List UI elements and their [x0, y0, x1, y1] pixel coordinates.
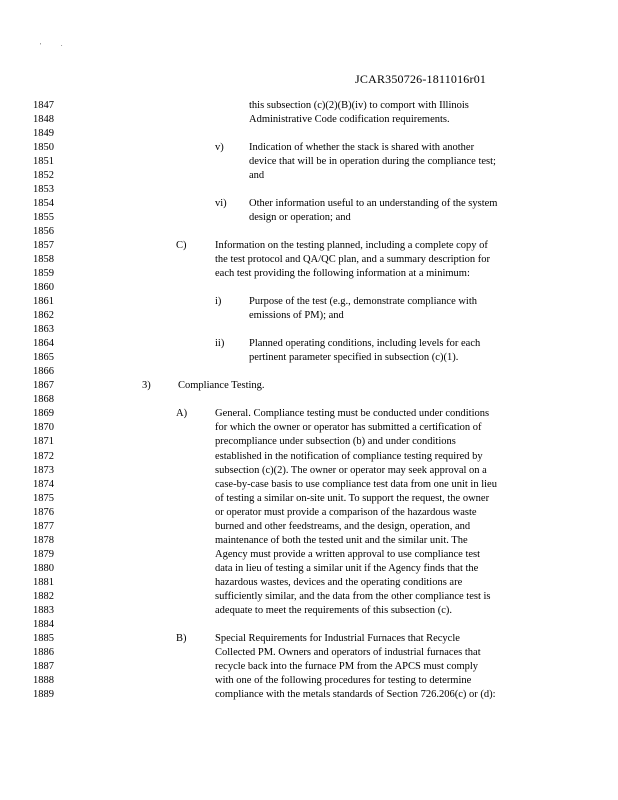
line-number: 1875 — [33, 492, 54, 504]
document-id: JCAR350726-1811016r01 — [355, 72, 487, 86]
line-number: 1873 — [33, 464, 54, 476]
item-label: 3) — [142, 380, 151, 392]
line-number: 1851 — [33, 156, 54, 168]
line-number: 1863 — [33, 324, 54, 336]
line-number: 1887 — [33, 660, 54, 672]
line-number: 1869 — [33, 408, 54, 420]
line-number: 1862 — [33, 310, 54, 322]
text-line: Information on the testing planned, including a complete copy of — [215, 240, 488, 252]
line-number: 1878 — [33, 534, 54, 546]
line-number: 1880 — [33, 562, 54, 574]
text-line: subsection (c)(2). The owner or operator may seek approval on a — [215, 464, 487, 476]
line-number: 1868 — [33, 394, 54, 406]
line-number: 1861 — [33, 296, 54, 308]
text-line: design or operation; and — [249, 212, 351, 224]
line-number: 1849 — [33, 128, 54, 140]
text-line: Administrative Code codification requirements. — [249, 114, 450, 126]
text-line: the test protocol and QA/QC plan, and a summary description for — [215, 254, 490, 266]
item-label: i) — [215, 296, 222, 308]
line-number: 1860 — [33, 282, 54, 294]
line-number: 1857 — [33, 240, 54, 252]
line-number: 1884 — [33, 618, 54, 630]
text-line: pertinent parameter specified in subsection (c)(1). — [249, 352, 459, 364]
line-number: 1866 — [33, 366, 54, 378]
line-number: 1858 — [33, 254, 54, 266]
line-number: 1889 — [33, 688, 54, 700]
text-line: each test providing the following information at a minimum: — [215, 268, 470, 280]
text-line: case-by-case basis to use compliance test data from one unit in lieu — [215, 478, 497, 490]
line-number: 1882 — [33, 590, 54, 602]
line-number: 1852 — [33, 170, 54, 182]
text-line: established in the notification of compliance testing required by — [215, 450, 483, 462]
line-number: 1872 — [33, 450, 54, 462]
text-line: compliance with the metals standards of Section 726.206(c) or (d): — [215, 688, 496, 700]
item-label: v) — [215, 142, 224, 154]
text-line: Purpose of the test (e.g., demonstrate compliance with — [249, 296, 478, 308]
text-line: Collected PM. Owners and operators of industrial furnaces that — [215, 646, 481, 658]
line-number: 1874 — [33, 478, 54, 490]
scan-specks: ' · — [40, 42, 63, 50]
text-line: hazardous wastes, devices and the operating conditions are — [215, 576, 463, 588]
line-number: 1859 — [33, 268, 54, 280]
text-line: data in lieu of testing a similar unit if the Agency finds that the — [215, 562, 479, 574]
text-line: of testing a similar on-site unit. To support the request, the owner — [215, 492, 490, 504]
line-number: 1856 — [33, 226, 54, 238]
line-number: 1879 — [33, 548, 54, 560]
text-line: or operator must provide a comparison of the hazardous waste — [215, 506, 477, 518]
line-number: 1883 — [33, 604, 54, 616]
item-label: ii) — [215, 338, 225, 350]
line-number: 1881 — [33, 576, 54, 588]
item-label: A) — [176, 408, 188, 420]
text-line: burned and other feedstreams, and the design, operation, and — [215, 520, 471, 532]
text-line: recycle back into the furnace PM from the APCS must comply — [215, 660, 479, 672]
line-number: 1847 — [33, 100, 54, 111]
line-number: 1886 — [33, 646, 54, 658]
line-number: 1853 — [33, 184, 54, 196]
line-number: 1885 — [33, 632, 54, 644]
line-number: 1850 — [33, 142, 54, 154]
text-line: device that will be in operation during the compliance test; — [249, 156, 496, 168]
line-number: 1871 — [33, 436, 54, 448]
text-line: sufficiently similar, and the data from the other compliance test is — [215, 590, 491, 602]
line-number: 1854 — [33, 198, 54, 210]
line-number: 1855 — [33, 212, 54, 224]
text-line: maintenance of both the tested unit and the similar unit. The — [215, 534, 468, 546]
line-number: 1876 — [33, 506, 54, 518]
item-label: C) — [176, 240, 187, 252]
line-number: 1848 — [33, 114, 54, 126]
text-line: adequate to meet the requirements of this subsection (c). — [215, 604, 453, 616]
text-line: Planned operating conditions, including levels for each — [249, 338, 481, 350]
line-number: 1867 — [33, 380, 54, 392]
text-line: emissions of PM); and — [249, 310, 344, 322]
line-number: 1865 — [33, 352, 54, 364]
text-line: Special Requirements for Industrial Furnaces that Recycle — [215, 632, 460, 644]
text-line: for which the owner or operator has submitted a certification of — [215, 422, 482, 434]
item-label: B) — [176, 632, 187, 644]
line-number: 1870 — [33, 422, 54, 434]
text-line: precompliance under subsection (b) and under conditions — [215, 436, 456, 448]
text-line: with one of the following procedures for testing to determine — [215, 674, 472, 686]
line-number: 1864 — [33, 338, 54, 350]
text-line: Other information useful to an understanding of the system — [249, 198, 498, 210]
text-line: Agency must provide a written approval to use compliance test — [215, 548, 481, 560]
line-number: 1888 — [33, 674, 54, 686]
text-line: and — [249, 170, 265, 182]
line-number: 1877 — [33, 520, 54, 532]
text-line: this subsection (c)(2)(B)(iv) to comport with Illinois — [249, 100, 469, 111]
text-line: Indication of whether the stack is shared with another — [249, 142, 475, 154]
text-line: Compliance Testing. — [178, 380, 265, 392]
item-label: vi) — [215, 198, 227, 210]
text-line: General. Compliance testing must be conducted under conditions — [215, 408, 490, 420]
